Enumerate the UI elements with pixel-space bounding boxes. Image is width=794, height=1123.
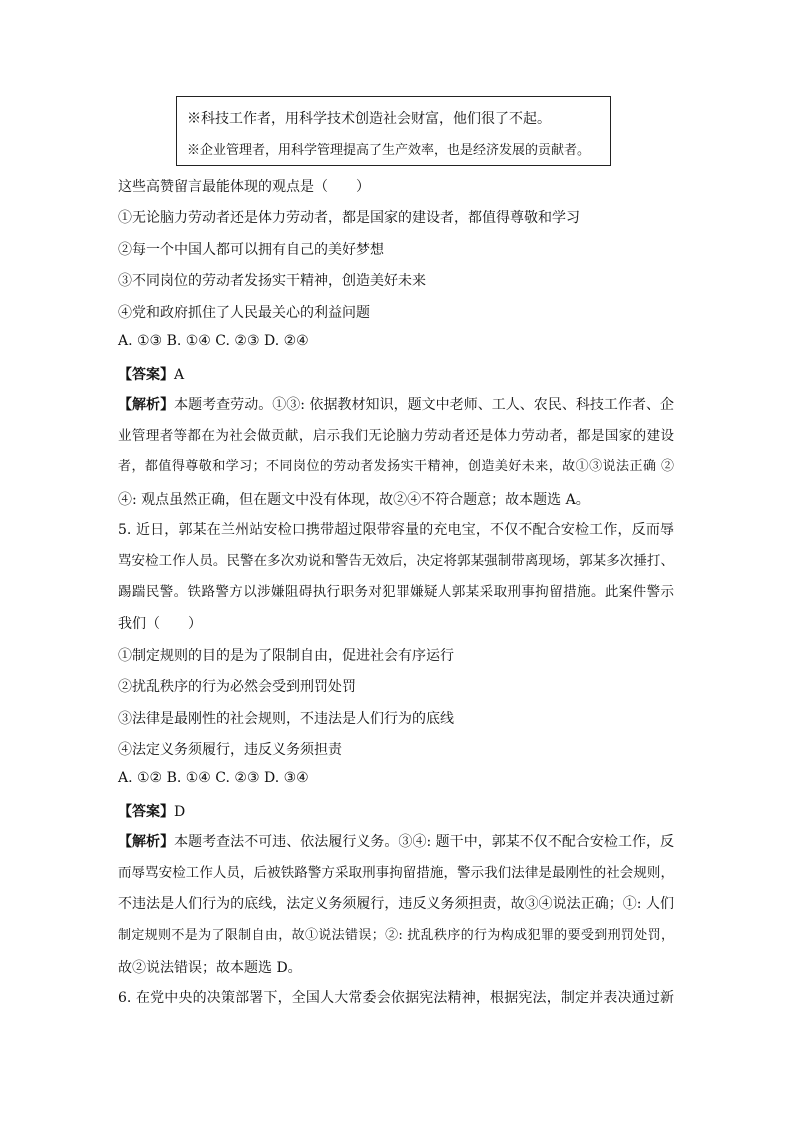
q5-analysis-line-2: 而辱骂安检工作人员，后被铁路警方采取刑事拘留措施，警示我们法律是最刚性的社会规则，: [118, 865, 674, 881]
q4-analysis-line-2: 业管理者等都在为社会做贡献，启示我们无论脑力劳动者还是体力劳动者，都是国家的建设: [118, 428, 674, 444]
q5-choices: A. ①② B. ①④ C. ②③ D. ③④: [118, 770, 309, 786]
q4-option-3: ③不同岗位的劳动者发扬实干精神，创造美好未来: [118, 273, 426, 289]
q5-answer-value: D: [174, 804, 186, 820]
q5-stem-line-3: 踢踹民警。铁路警方以涉嫌阻碍执行职务对犯罪嫌疑人郭某采取刑事拘留措施。此案件警示: [118, 584, 674, 600]
q5-analysis-line-4: 制定规则不是为了限制自由，故①说法错误；②: 扰乱秩序的行为构成犯罪的要受到刑罚处罚，: [118, 928, 674, 943]
q4-option-1: ①无论脑力劳动者还是体力劳动者，都是国家的建设者，都值得尊敬和学习: [118, 210, 580, 226]
q4-analysis-tag: 【解析】: [118, 397, 175, 413]
q5-analysis-line-1: [118, 832, 674, 852]
q5-analysis-line-5: 故②说法错误；故本题选 D。: [118, 960, 302, 976]
quote-box: [176, 96, 611, 166]
q4-option-4: ④党和政府抓住了人民最关心的利益问题: [118, 305, 370, 321]
q5-analysis-line-3: 不违法是人们行为的底线，法定义务须履行，违反义务须担责，故③④说法正确；①: 人们: [118, 896, 674, 912]
q4-choices: A. ①③ B. ①④ C. ②③ D. ②④: [118, 333, 309, 349]
q5-option-1: ①制定规则的目的是为了限制自由，促进社会有序运行: [118, 648, 454, 664]
quote-line-2: ※企业管理者，用科学管理提高了生产效率，也是经济发展的贡献者。: [187, 143, 591, 158]
q5-answer: [118, 801, 185, 821]
q4-analysis-text-1: 本题考查劳动。①③: 依据教材知识，题文中老师、工人、农民、科技工作者、企: [174, 397, 675, 413]
q4-answer-tag: 【答案】: [118, 367, 174, 383]
q5-option-2: ②扰乱秩序的行为必然会受到刑罚处罚: [118, 679, 356, 695]
q5-stem-line-2: 骂安检工作人员。民警在多次劝说和警告无效后，决定将郭某强制带离现场，郭某多次捶打、: [118, 553, 674, 569]
q4-answer: [118, 364, 184, 384]
q5-option-4: ④法定义务须履行，违反义务须担责: [118, 742, 342, 758]
quote-line-1: ※科技工作者，用科学技术创造社会财富，他们很了不起。: [187, 111, 551, 127]
q5-answer-tag: 【答案】: [118, 804, 174, 820]
q6-stem-line-1: 6. 在党中央的决策部署下，全国人大常委会依据宪法精神，根据宪法，制定并表决通过新: [118, 990, 674, 1006]
q4-analysis-line-3: 者，都值得尊敬和学习；不同岗位的劳动者发扬实干精神，创造美好未来，故①③说法正确 ②: [118, 459, 674, 474]
q5-option-3: ③法律是最刚性的社会规则，不违法是人们行为的底线: [118, 711, 454, 727]
q4-option-2: ②每一个中国人都可以拥有自己的美好梦想: [118, 242, 384, 258]
q4-answer-value: A: [174, 367, 185, 383]
q5-analysis-text-1: 本题考查法不可违、依法履行义务。③④: 题干中，郭某不仅不配合安检工作，反: [174, 834, 675, 850]
q5-stem-line-4: 我们（ ）: [118, 616, 202, 632]
q5-stem-line-1: 5. 近日，郭某在兰州站安检口携带超过限带容量的充电宝，不仅不配合安检工作，反而辱: [118, 522, 674, 538]
q4-stem: 这些高赞留言最能体现的观点是（ ）: [118, 179, 370, 195]
q4-analysis-line-4: ④: 观点虽然正确，但在题文中没有体现，故②④不符合题意；故本题选 A。: [118, 492, 590, 508]
q4-analysis-line-1: [118, 395, 674, 415]
q5-analysis-tag: 【解析】: [118, 834, 175, 850]
